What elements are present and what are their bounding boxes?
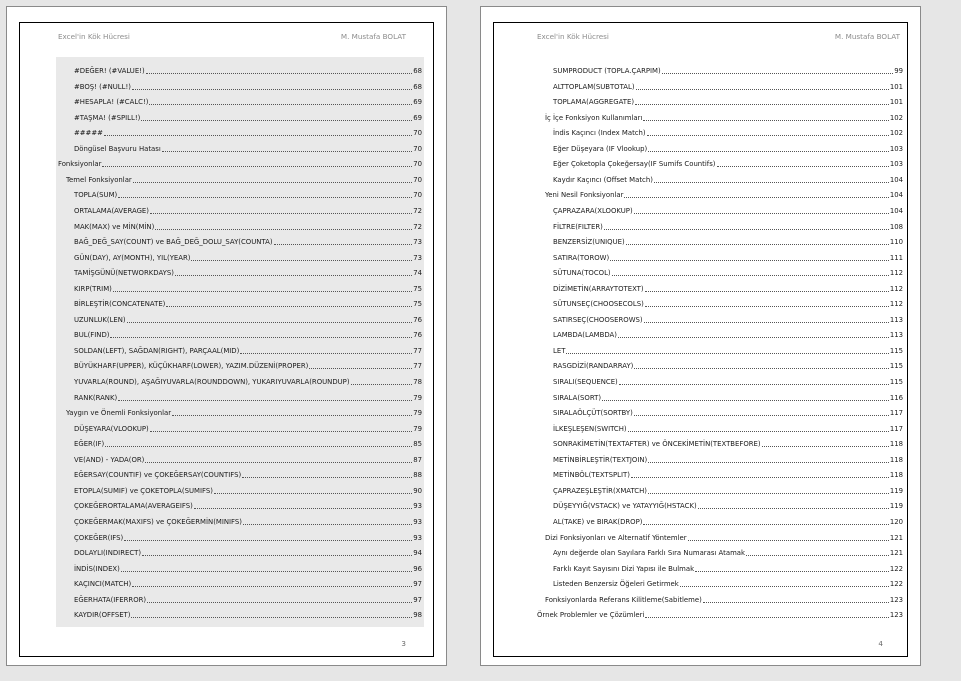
toc-dot-leader <box>118 197 412 198</box>
toc-entry-title: Farklı Kayıt Sayısını Dizi Yapısı ile Bulmak <box>553 564 695 573</box>
toc-entry[interactable] <box>74 299 422 309</box>
toc-dot-leader <box>155 229 412 230</box>
toc-entry[interactable] <box>74 533 422 543</box>
toc-dot-leader <box>648 462 889 463</box>
toc-entry[interactable] <box>537 610 903 620</box>
toc-entry-title: SÜTUNA(TOCOL) <box>553 269 611 278</box>
toc-dot-leader <box>635 104 889 105</box>
toc-entry[interactable] <box>74 455 422 465</box>
toc-dot-leader <box>113 291 412 292</box>
toc-entry[interactable] <box>74 346 422 356</box>
toc-entry-title: KIRP(TRIM) <box>74 284 112 293</box>
toc-entry-page-number: 70 <box>413 144 422 153</box>
toc-entry-title: TOPLAMA(AGGREGATE) <box>553 98 635 107</box>
toc-entry-page-number: 93 <box>413 517 422 526</box>
toc-dot-leader <box>624 197 888 198</box>
toc-entry[interactable] <box>74 501 422 511</box>
toc-entry-page-number: 123 <box>889 595 903 604</box>
toc-entry-title: #BOŞ! (#NULL!) <box>74 82 131 91</box>
toc-entry[interactable] <box>553 377 903 387</box>
page-number: 4 <box>878 639 883 648</box>
toc-entry-page-number: 70 <box>413 160 422 169</box>
toc-dot-leader <box>240 353 412 354</box>
toc-entry-page-number: 123 <box>889 611 903 620</box>
toc-entry-page-number: 112 <box>889 284 903 293</box>
toc-entry-page-number: 115 <box>889 362 903 371</box>
toc-entry-title: SATIRSEÇ(CHOOSEROWS) <box>553 315 643 324</box>
toc-entry-page-number: 116 <box>889 393 903 402</box>
toc-entry-page-number: 78 <box>413 378 422 386</box>
toc-entry-page-number: 97 <box>413 580 422 589</box>
toc-entry[interactable] <box>553 315 903 325</box>
toc-dot-leader <box>309 368 412 369</box>
toc-dot-leader <box>132 586 412 587</box>
toc-dot-leader <box>643 524 888 525</box>
toc-entry[interactable] <box>553 175 903 185</box>
toc-entry[interactable] <box>553 66 903 76</box>
toc-entry[interactable] <box>74 548 422 558</box>
toc-entry-page-number: 122 <box>889 564 903 573</box>
toc-entry[interactable] <box>74 222 422 232</box>
toc-entry-page-number: 102 <box>889 113 903 122</box>
toc-entry-page-number: 70 <box>413 191 422 200</box>
toc-entry-title: LAMBDA(LAMBDA) <box>553 331 617 340</box>
toc-entry[interactable] <box>74 97 422 107</box>
toc-entry-page-number: 70 <box>413 129 422 138</box>
toc-entry-page-number: 97 <box>413 595 422 604</box>
toc-entry-title: Yeni Nesil Fonksiyonlar <box>545 191 624 200</box>
toc-entry-title: FİLTRE(FILTER) <box>553 222 603 231</box>
toc-entry-page-number: 88 <box>413 471 422 480</box>
toc-entry-page-number: 121 <box>889 549 903 558</box>
toc-entry[interactable] <box>74 128 422 138</box>
toc-entry-page-number: 110 <box>889 238 903 247</box>
toc-entry-title: Aynı değerde olan Sayılara Farklı Sıra Numarası Atamak <box>553 549 745 558</box>
toc-entry[interactable] <box>553 424 903 434</box>
toc-entry[interactable] <box>553 284 903 294</box>
toc-dot-leader <box>643 120 888 121</box>
toc-entry-title: SIRALI(SEQUENCE) <box>553 378 618 386</box>
toc-entry-page-number: 113 <box>889 331 903 340</box>
toc-entry[interactable] <box>74 144 422 154</box>
toc-dot-leader <box>612 275 889 276</box>
toc-dot-leader <box>110 337 412 338</box>
toc-entry-page-number: 101 <box>889 82 903 91</box>
toc-entry-title: UZUNLUK(LEN) <box>74 315 126 324</box>
toc-entry-page-number: 73 <box>413 238 422 247</box>
toc-entry[interactable] <box>74 113 422 123</box>
toc-entry-page-number: 111 <box>889 253 903 262</box>
toc-entry-title: KAYDIR(OFFSET) <box>74 611 131 620</box>
toc-entry[interactable] <box>553 408 903 418</box>
toc-entry[interactable] <box>553 564 903 574</box>
toc-entry-title: ÇOKEĞERMAK(MAXIFS) ve ÇOKEĞERMİN(MINIFS) <box>74 517 242 526</box>
toc-entry-title: GÜN(DAY), AY(MONTH), YIL(YEAR) <box>74 253 191 262</box>
toc-entry-title: TAMİŞGÜNÜ(NETWORKDAYS) <box>74 269 174 278</box>
toc-entry-title: Dizi Fonksiyonları ve Alternatif Yöntemler <box>545 533 687 542</box>
toc-dot-leader <box>132 89 412 90</box>
toc-entry-title: KAÇINCI(MATCH) <box>74 580 132 589</box>
toc-entry[interactable] <box>74 190 422 200</box>
toc-entry-title: Döngüsel Başvuru Hatası <box>74 144 161 153</box>
toc-entry-page-number: 70 <box>413 175 422 184</box>
toc-dot-leader <box>172 415 412 416</box>
toc-entry-page-number: 77 <box>413 346 422 355</box>
toc-dot-leader <box>102 166 412 167</box>
toc-entry-page-number: 79 <box>413 393 422 402</box>
toc-entry-title: DOLAYLI(INDIRECT) <box>74 549 142 558</box>
toc-dot-leader <box>680 586 889 587</box>
toc-dot-leader <box>648 493 889 494</box>
toc-entry-title: RASGDİZİ(RANDARRAY) <box>553 362 634 371</box>
toc-entry-title: BAĞ_DEĞ_SAY(COUNT) ve BAĞ_DEĞ_DOLU_SAY(COUNTA) <box>74 238 273 247</box>
toc-dot-leader <box>566 353 888 354</box>
toc-entry-title: #TAŞMA! (#SPILL!) <box>74 113 141 122</box>
toc-dot-leader <box>618 337 889 338</box>
toc-entry[interactable] <box>74 330 422 340</box>
toc-entry-page-number: 117 <box>889 424 903 433</box>
toc-entry[interactable] <box>553 579 903 589</box>
toc-dot-leader <box>648 151 889 152</box>
toc-entry-title: ORTALAMA(AVERAGE) <box>74 206 149 215</box>
toc-entry-title: ALTTOPLAM(SUBTOTAL) <box>553 82 635 91</box>
toc-dot-leader <box>645 617 888 618</box>
toc-entry-title: ÇAPRAZEŞLEŞTİR(XMATCH) <box>553 486 647 495</box>
toc-entry-title: Kaydır Kaçıncı (Offset Match) <box>553 175 653 184</box>
toc-entry-title: VE(AND) - YADA(OR) <box>74 455 145 464</box>
toc-entry-page-number: 112 <box>889 269 903 278</box>
toc-entry-title: ÇAPRAZARA(XLOOKUP) <box>553 206 633 215</box>
toc-entry-title: Listeden Benzersiz Öğeleri Getirmek <box>553 580 679 589</box>
toc-entry[interactable] <box>545 113 903 123</box>
toc-entry-title: İç İçe Fonksiyon Kullanımları <box>545 113 643 122</box>
toc-dot-leader <box>166 306 412 307</box>
toc-entry-title: EĞERHATA(IFERROR) <box>74 595 147 604</box>
document-page-4 <box>480 6 921 666</box>
toc-entry[interactable] <box>74 253 422 263</box>
toc-entry[interactable] <box>553 222 903 232</box>
toc-entry-page-number: 72 <box>413 222 422 231</box>
toc-entry-title: ETOPLA(SUMIF) ve ÇOKETOPLA(SUMIFS) <box>74 486 213 495</box>
toc-dot-leader <box>274 244 413 245</box>
toc-entry-page-number: 94 <box>413 549 422 558</box>
header-author: M. Mustafa BOLAT <box>340 32 406 41</box>
toc-entry-title: Temel Fonksiyonlar <box>66 175 132 184</box>
toc-entry-page-number: 119 <box>889 502 903 511</box>
toc-entry[interactable] <box>74 82 422 92</box>
toc-entry[interactable] <box>553 439 903 449</box>
toc-entry-page-number: 68 <box>413 82 422 91</box>
toc-entry-title: BİRLEŞTİR(CONCATENATE) <box>74 300 166 309</box>
toc-dot-leader <box>104 135 412 136</box>
toc-dot-leader <box>662 73 894 74</box>
toc-entry-page-number: 119 <box>889 486 903 495</box>
toc-entry-page-number: 121 <box>889 533 903 542</box>
header-book-title: Excel'in Kök Hücresi <box>58 32 130 41</box>
toc-entry-page-number: 98 <box>413 611 422 620</box>
toc-entry-page-number: 93 <box>413 502 422 511</box>
toc-entry[interactable] <box>74 595 422 605</box>
toc-entry-page-number: 101 <box>889 98 903 107</box>
toc-dot-leader <box>133 182 412 183</box>
toc-dot-leader <box>634 415 889 416</box>
toc-entry-page-number: 112 <box>889 300 903 309</box>
toc-entry-title: BUL(FIND) <box>74 331 110 340</box>
toc-entry-page-number: 99 <box>894 67 903 75</box>
toc-entry[interactable] <box>553 330 903 340</box>
toc-entry-page-number: 120 <box>889 517 903 526</box>
document-page-3 <box>6 6 447 666</box>
toc-entry-title: SIRALAÖLÇÜT(SORTBY) <box>553 409 633 418</box>
toc-dot-leader <box>131 617 412 618</box>
header-author: M. Mustafa BOLAT <box>834 32 900 41</box>
toc-entry[interactable] <box>553 206 903 216</box>
toc-entry[interactable] <box>74 470 422 480</box>
toc-entry-title: Yaygın ve Önemli Fonksiyonlar <box>66 409 172 418</box>
toc-entry[interactable] <box>545 595 903 605</box>
toc-entry-title: #DEĞER! (#VALUE!) <box>74 67 145 75</box>
toc-entry-title: SATIRA(TOROW) <box>553 253 610 262</box>
toc-entry-title: LET <box>553 346 566 355</box>
toc-entry-page-number: 74 <box>413 269 422 278</box>
toc-entry[interactable] <box>553 268 903 278</box>
toc-entry-page-number: 68 <box>413 67 422 75</box>
toc-entry[interactable] <box>66 175 422 185</box>
toc-dot-leader <box>105 446 412 447</box>
toc-entry[interactable] <box>553 97 903 107</box>
toc-entry-page-number: 118 <box>889 471 903 480</box>
toc-dot-leader <box>698 508 889 509</box>
toc-entry[interactable] <box>74 315 422 325</box>
toc-entry[interactable] <box>74 377 422 387</box>
toc-dot-leader <box>162 151 412 152</box>
toc-entry[interactable] <box>74 66 422 76</box>
toc-dot-leader <box>150 213 412 214</box>
toc-dot-leader <box>602 400 889 401</box>
toc-dot-leader <box>645 306 889 307</box>
toc-entry-title: SUMPRODUCT (TOPLA.ÇARPIM) <box>553 67 661 75</box>
toc-entry-title: SONRAKİMETİN(TEXTAFTER) ve ÖNCEKİMETİN(TEXTBEFORE) <box>553 440 761 449</box>
toc-dot-leader <box>175 275 412 276</box>
toc-entry-title: AL(TAKE) ve BIRAK(DROP) <box>553 517 643 526</box>
toc-dot-leader <box>242 477 412 478</box>
toc-entry-title: ÇOKEĞERORTALAMA(AVERAGEIFS) <box>74 502 193 511</box>
toc-entry-title: BÜYÜKHARF(UPPER), KÜÇÜKHARF(LOWER), YAZIM.DÜZENİ(PROPER) <box>74 362 309 371</box>
toc-entry-title: İLKEŞLEŞEN(SWITCH) <box>553 424 627 433</box>
toc-entry-page-number: 75 <box>413 300 422 309</box>
toc-entry-page-number: 85 <box>413 440 422 449</box>
toc-dot-leader <box>610 260 889 261</box>
toc-entry-title: METİNBİRLEŞTİR(TEXTJOIN) <box>553 455 648 464</box>
toc-entry-page-number: 104 <box>889 191 903 200</box>
toc-entry-title: #HESAPLA! (#CALC!) <box>74 98 149 107</box>
toc-entry-title: ##### <box>74 129 103 138</box>
toc-dot-leader <box>214 493 412 494</box>
toc-entry[interactable] <box>553 128 903 138</box>
toc-entry[interactable] <box>58 159 422 169</box>
toc-entry-title: DÜŞEYYIĞ(VSTACK) ve YATAYYIĞ(HSTACK) <box>553 502 697 511</box>
toc-entry-page-number: 104 <box>889 206 903 215</box>
toc-entry[interactable] <box>74 579 422 589</box>
toc-dot-leader <box>147 602 412 603</box>
toc-dot-leader <box>634 368 888 369</box>
toc-dot-leader <box>149 104 412 105</box>
toc-entry-title: DÜŞEYARA(VLOOKUP) <box>74 424 149 433</box>
toc-entry-page-number: 115 <box>889 346 903 355</box>
toc-entry-title: RANK(RANK) <box>74 393 118 402</box>
toc-entry[interactable] <box>74 439 422 449</box>
toc-entry-title: BENZERSİZ(UNIQUE) <box>553 238 625 247</box>
toc-entry-title: Fonksiyonlar <box>58 160 102 169</box>
toc-dot-leader <box>142 555 412 556</box>
toc-entry-page-number: 69 <box>413 113 422 122</box>
toc-entry-page-number: 79 <box>413 409 422 418</box>
toc-entry[interactable] <box>74 237 422 247</box>
toc-entry-title: YUVARLA(ROUND), AŞAĞIYUVARLA(ROUNDDOWN), YUKARIYUVARLA(ROUNDUP) <box>74 378 350 386</box>
toc-entry-page-number: 115 <box>889 378 903 386</box>
toc-entry-title: SIRALA(SORT) <box>553 393 602 402</box>
page-number: 3 <box>401 639 406 648</box>
toc-entry[interactable] <box>74 206 422 216</box>
toc-entry-page-number: 103 <box>889 144 903 153</box>
toc-entry-title: Eğer Düşeyara (IF Vlookup) <box>553 144 648 153</box>
toc-dot-leader <box>647 135 889 136</box>
toc-entry[interactable] <box>66 408 422 418</box>
toc-entry[interactable] <box>553 253 903 263</box>
toc-entry-title: MAK(MAX) ve MİN(MİN) <box>74 222 155 231</box>
toc-dot-leader <box>746 555 889 556</box>
toc-entry[interactable] <box>553 237 903 247</box>
toc-entry[interactable] <box>553 517 903 527</box>
toc-entry-title: SÜTUNSEÇ(CHOOSECOLS) <box>553 300 644 309</box>
toc-entry-title: ÇOKEĞER(IFS) <box>74 533 124 542</box>
toc-entry[interactable] <box>74 517 422 527</box>
toc-entry[interactable] <box>553 470 903 480</box>
toc-entry-title: EĞER(IF) <box>74 440 105 449</box>
toc-entry-page-number: 104 <box>889 175 903 184</box>
toc-dot-leader <box>628 431 889 432</box>
toc-dot-leader <box>194 508 412 509</box>
toc-entry[interactable] <box>74 564 422 574</box>
toc-entry-page-number: 118 <box>889 440 903 449</box>
toc-entry[interactable] <box>545 533 903 543</box>
toc-entry-page-number: 113 <box>889 315 903 324</box>
toc-dot-leader <box>127 322 413 323</box>
toc-entry-title: İndis Kaçıncı (Index Match) <box>553 129 646 138</box>
toc-entry-page-number: 102 <box>889 129 903 138</box>
toc-entry-page-number: 77 <box>413 362 422 371</box>
toc-dot-leader <box>654 182 889 183</box>
toc-dot-leader <box>626 244 889 245</box>
toc-dot-leader <box>124 540 412 541</box>
toc-entry[interactable] <box>553 346 903 356</box>
toc-entry-page-number: 96 <box>413 564 422 573</box>
toc-entry[interactable] <box>74 361 422 371</box>
toc-dot-leader <box>191 260 412 261</box>
toc-entry[interactable] <box>553 501 903 511</box>
toc-entry[interactable] <box>553 144 903 154</box>
toc-dot-leader <box>645 291 889 292</box>
toc-entry[interactable] <box>553 548 903 558</box>
toc-dot-leader <box>644 322 889 323</box>
toc-entry-page-number: 76 <box>413 331 422 340</box>
toc-entry-page-number: 75 <box>413 284 422 293</box>
toc-dot-leader <box>619 384 889 385</box>
toc-dot-leader <box>145 462 412 463</box>
toc-dot-leader <box>141 120 412 121</box>
header-book-title: Excel'in Kök Hücresi <box>537 32 609 41</box>
toc-entry[interactable] <box>74 424 422 434</box>
toc-dot-leader <box>631 477 889 478</box>
toc-entry[interactable] <box>545 190 903 200</box>
toc-entry[interactable] <box>74 268 422 278</box>
toc-entry-title: METİNBÖL(TEXTSPLIT) <box>553 471 630 480</box>
toc-entry-page-number: 87 <box>413 455 422 464</box>
toc-entry-title: İNDİS(INDEX) <box>74 564 120 573</box>
toc-entry-page-number: 73 <box>413 253 422 262</box>
toc-entry[interactable] <box>553 455 903 465</box>
toc-entry-title: EĞERSAY(COUNTIF) ve ÇOKEĞERSAY(COUNTIFS) <box>74 471 242 480</box>
toc-entry-title: Eğer Çoketopla Çokeğersay(IF Sumifs Countifs) <box>553 160 716 169</box>
toc-entry[interactable] <box>553 486 903 496</box>
toc-dot-leader <box>121 571 412 572</box>
toc-dot-leader <box>150 431 412 432</box>
toc-entry-title: Fonksiyonlarda Referans Kilitleme(Sabitleme) <box>545 595 702 604</box>
toc-entry-title: TOPLA(SUM) <box>74 191 118 200</box>
toc-entry-title: SOLDAN(LEFT), SAĞDAN(RIGHT), PARÇAAL(MID) <box>74 346 240 355</box>
toc-entry-page-number: 76 <box>413 315 422 324</box>
toc-entry-page-number: 93 <box>413 533 422 542</box>
toc-entry-page-number: 117 <box>889 409 903 418</box>
toc-entry[interactable] <box>553 393 903 403</box>
toc-dot-leader <box>243 524 412 525</box>
toc-dot-leader <box>604 229 889 230</box>
toc-entry[interactable] <box>553 159 903 169</box>
toc-entry-page-number: 108 <box>889 222 903 231</box>
toc-entry-page-number: 72 <box>413 206 422 215</box>
toc-entry-page-number: 103 <box>889 160 903 169</box>
toc-dot-leader <box>146 73 413 74</box>
toc-entry[interactable] <box>553 299 903 309</box>
toc-entry[interactable] <box>553 361 903 371</box>
toc-entry-page-number: 69 <box>413 98 422 107</box>
toc-dot-leader <box>695 571 889 572</box>
toc-entry-page-number: 79 <box>413 424 422 433</box>
toc-entry-page-number: 122 <box>889 580 903 589</box>
toc-entry-page-number: 90 <box>413 486 422 495</box>
toc-entry[interactable] <box>74 610 422 620</box>
toc-dot-leader <box>717 166 889 167</box>
toc-dot-leader <box>636 89 889 90</box>
toc-dot-leader <box>688 540 889 541</box>
toc-entry-page-number: 118 <box>889 455 903 464</box>
toc-entry-title: DİZİMETİN(ARRAYTOTEXT) <box>553 284 644 293</box>
toc-entry[interactable] <box>553 82 903 92</box>
toc-dot-leader <box>634 213 889 214</box>
toc-dot-leader <box>703 602 889 603</box>
toc-entry[interactable] <box>74 393 422 403</box>
toc-entry-title: Örnek Problemler ve Çözümleri <box>537 611 645 620</box>
toc-dot-leader <box>351 384 413 385</box>
toc-dot-leader <box>762 446 889 447</box>
toc-entry[interactable] <box>74 284 422 294</box>
toc-entry[interactable] <box>74 486 422 496</box>
toc-dot-leader <box>118 400 412 401</box>
